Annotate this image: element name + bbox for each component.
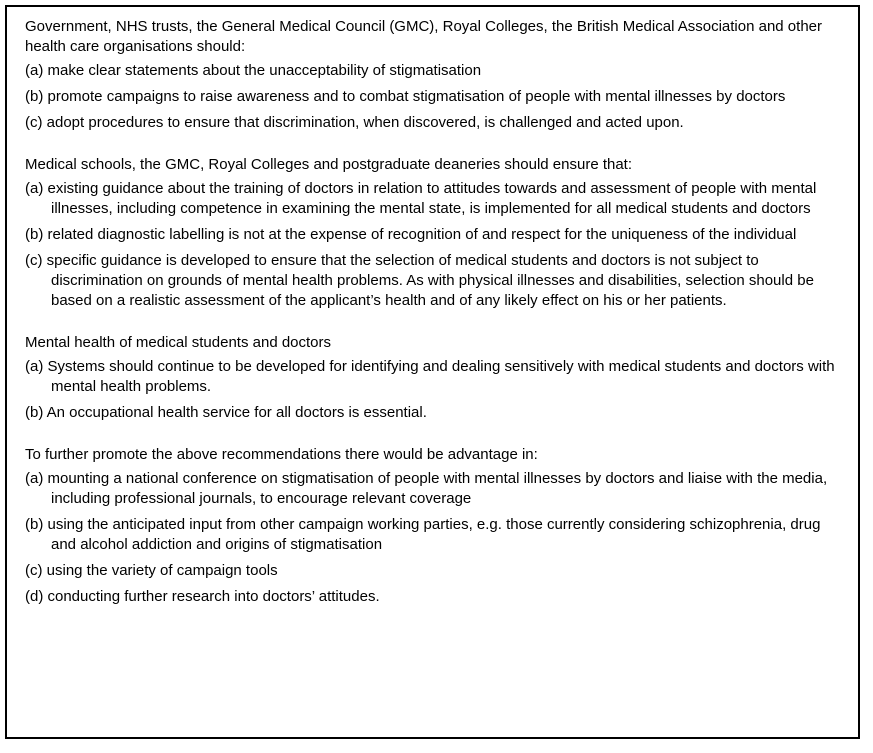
section-heading: Medical schools, the GMC, Royal Colleges and postgraduate deaneries should ensure that:	[25, 156, 633, 173]
section-organisations	[25, 17, 838, 133]
list-item: (b) using the anticipated input from other campaign working parties, e.g. those currently considering schizophrenia, drug and alcohol addiction and origins of stigmatisation	[25, 516, 821, 553]
list-item: (c) specific guidance is developed to ensure that the selection of medical students and doctors is not subject to discrimination on grounds of mental health problems. As with physical illnesses and disabilities, selection should be based on a realistic assessment of the applicant’s health and of any likely effect on his or her patients.	[25, 252, 814, 309]
list-item: (b) related diagnostic labelling is not at the expense of recognition of and respect for the uniqueness of the individual	[25, 226, 797, 243]
recommendation-list	[25, 61, 838, 133]
list-item: (a) make clear statements about the unacceptability of stigmatisation	[25, 62, 482, 79]
recommendation-list	[25, 357, 838, 423]
list-item: (d) conducting further research into doctors’ attitudes.	[25, 588, 380, 605]
section-heading: Government, NHS trusts, the General Medical Council (GMC), Royal Colleges, the British Medical Association and other health care organisations should:	[25, 18, 822, 55]
section-mental-health	[25, 333, 838, 423]
list-item: (a) mounting a national conference on stigmatisation of people with mental illnesses by doctors and liaise with the media, including professional journals, to encourage relevant coverage	[25, 470, 828, 507]
section-medical-schools	[25, 155, 838, 311]
list-item: (c) using the variety of campaign tools	[25, 562, 278, 579]
list-item: (b) promote campaigns to raise awareness and to combat stigmatisation of people with mental illnesses by doctors	[25, 88, 786, 105]
section-further-promotion	[25, 445, 838, 607]
list-item: (a) Systems should continue to be developed for identifying and dealing sensitively with medical students and doctors with mental health problems.	[25, 358, 835, 395]
recommendation-list	[25, 179, 838, 311]
list-item: (c) adopt procedures to ensure that discrimination, when discovered, is challenged and acted upon.	[25, 114, 684, 131]
section-heading: To further promote the above recommendations there would be advantage in:	[25, 446, 538, 463]
list-item: (a) existing guidance about the training of doctors in relation to attitudes towards and assessment of people with mental illnesses, including competence in examining the mental state, is implemented for all medical students and doctors	[25, 180, 817, 217]
list-item: (b) An occupational health service for all doctors is essential.	[25, 404, 427, 421]
recommendation-list	[25, 469, 838, 607]
recommendations-box	[5, 5, 860, 739]
section-heading: Mental health of medical students and doctors	[25, 334, 332, 351]
